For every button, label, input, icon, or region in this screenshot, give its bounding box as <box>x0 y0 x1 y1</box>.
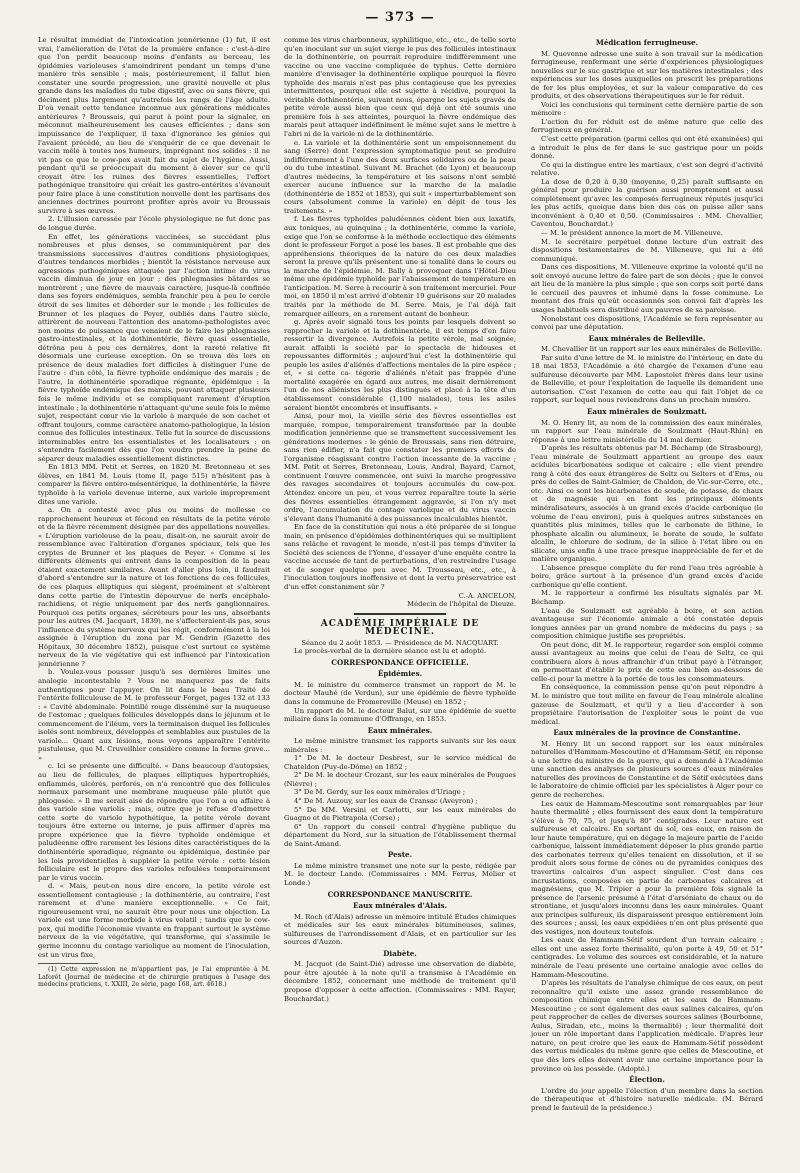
section-heading: Élection. <box>629 1075 665 1085</box>
paragraph: Le même ministre transmet les rapports suivants sur les eaux minérales : <box>284 737 516 754</box>
paragraph: 6° Un rapport du conseil central d'hygiène publique du département du Nord, sur la situation de l'établissement thermal de Saint-Amand. <box>284 822 516 848</box>
paragraph: La dose de 0,20 à 0,30 (moyenne, 0,25) paraît suffisante en général pour produire la guérison aussi promptement et aussi complètement qu'avec les composés ferrugineux réputés jusqu'ici les plus actifs, quoique dans bien des cas on puisse aller sans inconvénient à 0,40 et 0,50. (Commissaires : MM. Chevallier, Caventou, Bouchardat.) <box>531 177 763 229</box>
paragraph: b. Voulez-vous pousser jusqu'à ses dernières limites une analogie incontestable ? Vous ne manquerez pas de faits authentiques pour l'appuyer. On lit dans le beau Traité de l'entérite folliculeuse de M. le professeur Forget, pages 132 et 133 : « Cavité abdominale. Pointillé rouge disséminé sur la muqueuse de l'estomac ; quelques follicules développés dans le jéjunum et le commencement de l'iléum, vers la terminaison duquel les follicules isolés sont nombreux, développés et semblables aux pustules de la variole... Quant aux lésions, nous voyons apparaître l'entérite pustuleuse, que M. Cruveilhier considère comme la forme grave... » <box>38 668 270 762</box>
article-columns <box>38 36 778 1164</box>
paragraph: M. le rapporteur a confirmé les résultats signalés par M. Béchamp. <box>531 589 763 606</box>
paragraph: L'eau de Soulzmatt est agréable à boire, et son action avantageuse sur l'économie animale a été constatée depuis longues années par un grand nombre de médecins du pays ; sa composition chimique justifie ses propriétés. <box>531 606 763 641</box>
section-heading: Eaux minérales de Belleville. <box>588 333 706 343</box>
paragraph: 3° De M. Gerdy, sur les eaux minérales d'Uriage ; <box>294 788 466 797</box>
paragraph: En effet, les générations vaccinées, se succédant plus nombreuses et plus denses, se communiquèrent par des transmissions successives d'autres conditions physiologiques, d'autres tendances morbides ; bientôt la résistance nerveuse aux agressions pathogéniques attaquée par l'action intime du virus vaccin diminua de jour en jour ; des phlegmasies bâtardes se montrèrent ; une fièvre de mauvais caractère, jusque-là confinée dans ses foyers endémiques, sembla franchir peu à peu le cercle étroit de ses limites et déborder sur le monde ; les follicules de Brunner et les plaques de Peyer, oubliés dans l'autre siècle, attirèrent de nouveau l'attention des anatomo-pathologistes avec non moins de puissance que venaient de le faire les phlegmasies gastro-intestinales, et la dothinentérie, fièvre quasi essentielle, détrôna peu à peu ces dernières, dont la rareté relative fit désormais une curieuse exception. On se trouva dès lors en présence de deux maladies fort difficiles à distinguer l'une de l'autre : d'un côté, la fièvre typhoïde endémique des marais ; de l'autre, la dothinentérie sporadique régnante, épidémique : la fièvre typhoïde endémique des marais, pouvant attaquer plusieurs fois le même individu et se compliquant rarement d'éruption intestinale ; la dothinentérie n'attaquant qu'une seule fois le même sujet, respectant cœur vie la variole à marquée de son cachet et offrant toujours, comme caractère anatomo-pathologique, la lésion connue des follicules intestinaux. Telle fut la source de discussions interminables entre les essentialistes et les localisateurs : on s'entendra facilement dès que l'on voudra prendre la peine de séparer deux maladies essentiellement distinctes. <box>38 232 270 463</box>
paragraph: En 1813 MM. Petit et Serres, en 1820 M. Bretonneau et ses élèves, en 1841 M. Louis (tome II, page 515) n'hésitent pas à comparer la fièvre entéro-mésentérique, la dothinentérie, la fièvre typhoïde à la variole devenue interne, aux variole improprement dites une variole. <box>38 463 270 506</box>
paragraph: — M. le président annonce la mort de M. Villeneuve. <box>541 229 723 238</box>
paragraph: M. O. Henry lit, au nom de la commission des eaux minérales, un rapport sur l'eau minérale de Soulzmatt (Haut-Rhin) en réponse à une lettre ministérielle du 14 mai dernier. <box>531 418 763 444</box>
section-heading: Eaux minérales de la province de Constantine. <box>553 728 741 738</box>
paragraph: Ainsi, pour moi, la vieille série des fièvres essentielles est marquée, rompue, temporairement transformée par la double modification jennérienne que se transmettent successivement les générations modernes : le génie de Broussais, sans rien détruire, sans rien édifier, n'a fait que constater les premiers efforts de l'organisme réagissant contre l'action incessante de la vaccine ; MM. Petit et Serres, Bretonneau, Louis, Andral, Bayard, Carnot, continuent l'œuvre commencée, ont suivi la marche progressive des ravages secondaires et toujours accumulés du cow-pox. Attendez encore un peu, et vous verrez reparaître toute la série des fièvres essentielles étrangement aggravée, si l'on n'y met ordre, l'accumulation du contage variolique et du virus vaccin s'élevant dans l'humanité à des puissances incalculables bientôt. <box>284 412 516 523</box>
footnote-rule <box>38 963 98 964</box>
paragraph: L'ordre du jour appelle l'élection d'un membre dans la section de thérapeutique et d'histoire naturelle médicale. (M. Bérard prend le fauteuil de la présidence.) <box>531 1086 763 1112</box>
paragraph: L'absence presque complète du fer rend l'eau très agréable à boire, grâce surtout à la présence d'un grand excès d'acide carbonique qu'elle contient. <box>531 563 763 589</box>
paragraph: e. La variole et la dothinentérie sont un empoisonnement du sang (Serre) dont l'expression symptomatique peut se produire indifféremment à l'une des deux surfaces solidaires ou de la peau ou du tube intestinal. Suivant M. Brachet (de Lyon) et beaucoup d'autres médecins, la température et les saisons n'ont semblé exercer aucune influence sur la marche de la maladie (dothinentérie de 1852 et 1853), qui suit « imperturbablement son cours (absolument comme la variole) en dépit de tous les traitements. » <box>284 138 516 215</box>
paragraph: L'action du fer réduit est de même nature que celle des ferrugineux en général. <box>531 117 763 135</box>
paragraph: D'après les résultats de l'analyse chimique de ces eaux, on peut reconnaître qu'il existe une assez grande ressemblance de composition chimique entre elles et les eaux de Hammam-Mescoutine ; ce sont également des eaux salines calcaires, qu'on peut rapprocher de celles de diverses sources salines (Bourbonne, Aulus, Siradan, etc., moins la thermalité) ; leur thermalité doit jouer un rôle important dans l'application médicale. D'après leur nature, on peut croire que les eaux de Hammam-Sétif possèdent des vertus médicales du même genre que celles de Mescoutine, et que dès lors elles doivent avoir une certaine importance pour la province où les possède. (Adopté.) <box>531 979 763 1073</box>
section-heading: CORRESPONDANCE OFFICIELLE. <box>331 657 469 667</box>
paragraph: M. Quevenne adresse une suite à son travail sur la médication ferrugineuse, renfermant une série d'expériences physiologiques nouvelles sur le suc gastrique et sur les matières intestinales ; des expériences sur les doses auxquelles on prescrit les préparations de fer les plus employées, et sur la valeur comparative de ces produits, et des observations thérapeutiques sur le fer réduit. <box>531 49 763 101</box>
column-1 <box>38 36 270 1164</box>
paragraph: f. Les fièvres typhoïdes paludéennes cèdent bien aux laxatifs, aux toniques, au quinquina ; la dothinentérie, comme la variole, exige que l'on se conforme à la méthode ecclectique des éléments dont le professeur Forget a posé les bases. Il est probable que des appréhensions théoriques de la nature de ces deux maladies seront la preuve qu'ils présentent une si tonalité dans le cours ou la marche de l'épidémie. M. Bally à provoquer dans l'Hôtel-Dieu même une épidémie typhoïde par l'abaissement de température en l'anticipation. M. Serre à recourir à son traitement mercuriel. Pour moi, en 1850 il m'est arrivé d'obtenir 19 guérisons sur 20 malades traités par la méthode de M. Serre. Mais, je l'ai déjà fait remarquer ailleurs, on a rarement autant de bonheur. <box>284 215 516 318</box>
section-heading: CORRESPONDANCE MANUSCRITE. <box>327 889 473 899</box>
academy-title: ACADÉMIE IMPÉRIALE DE MÉDECINE. <box>320 618 480 638</box>
paragraph: 4° De M. Auzouy, sur les eaux de Cransac (Aveyron) ; <box>294 797 478 806</box>
paragraph: Dans ces dispositions, M. Villeneuve exprime la volonté qu'il ne soit envoyé aucune lettre de faire part de son décès ; que le convoi ait lieu de la manière la plus simple ; que son corps soit porté dans le cercueil des pauvres et inhumé dans la fosse commune. Le montant des frais qu'eût occasionnés son convoi fait d'après les usages habituels sera distribué aux pauvres de sa paroisse. <box>531 263 763 314</box>
paragraph: d. « Mais, peut-on nous dire encore, la petite vérole est essentiellement contagieuse ; la dothinentérie, au contraire, l'est rarement et d'une manière exceptionnelle. » Ce fait, rigoureusement vrai, ne saurait être pour nous une objection. La variole est une forme morbide à virus volatil ; tandis que le cow-pox, qui modifie l'économie vivante en frappant surtout le système nerveux de la vie végétative, qui transforme, qui s'assimile le germe inconnu du contage variolique au moment de l'inoculation, est un virus fixe, <box>38 882 270 959</box>
author-signature: C.-A. ANCELON, <box>458 591 516 600</box>
section-heading: Peste. <box>387 850 413 860</box>
paragraph: On peut donc, dit M. le rapporteur, regarder son emploi comme aussi avantageux au moins que celui de l'eau de Seltz, ce qui contribuera alors à nous affranchir d'un tribut payé à l'étranger, en permettant d'établir le prix de cette eau bien au-dessous de celle-ci pour la mettre à la portée de tous les consommateurs. <box>531 640 763 683</box>
paragraph: c. Ici se présente une difficulté. « Dans beaucoup d'autopsies, au lieu de follicules, de plaques elliptiques hypertrophiés, enflammés, ulcérés, perforés, on n'a rencontré que des follicules normaux parsemant une membrane muqueuse pâle plutôt que phlogosée. » Il me serait aisé de répondre que l'on a eu affaire à des variole sine variolis ; mais, outre que je refuse d'admettre cette sorte de variole hypothétique, la petite vérole devant toujours être externe ou interne, je puis affirmer d'après ma propre expérience que la fièvre typhoïde endémique et paludéenne offre rarement les lésions dites caractéristiques de la dothinentérie sporadique, régnante ou épidémique, destinée par les lois providentielles à suppléer la petite vérole : cette lésion folliculaire est le propre des varioles refoulées temporairement par le virus vaccin. <box>38 762 270 882</box>
paragraph: Le résultat immédiat de l'intoxication jennérienne (1) fut, il est vrai, l'amélioration de l'état de la première enfance : c'est-à-dire que l'on perdit beaucoup moins d'enfants au berceau, les épidémies varioleuses s'amoindrirent pendant un temps d'une manière très sensible ; mais, postérieurement, il fallut bien constater une sourde progression, une gravité nouvelle et plus grande dans les maladies du tube digestif, avec ou sans fièvre, qui déciment plus largement qu'autrefois les rangs de l'âge adulte. D'où venait cette tendance inconnue aux générations médicales antérieures ? Broussais, qui parut à point pour la signaler, en méconnut malheureusement les causes efficientes ; dans son impuissance de l'expliquer, il taxa d'ignorance les génies qui l'avaient précédé, au lieu de s'enquérir de ce que devenait le vaccin mêlé à toutes nos humeurs, imprégnant nos solides : il ne vit pas ce que le cow-pox avait fait du sujet de l'hygiène. Aussi, pendant qu'il se préoccupait du moment à élever sur ce qu'il croyait être les ruines des fièvres essentielles, l'effort pathogénique transitoire qui créait les gastro-entérites s'évanouit pour faire place à une constitution nouvelle dont les partisans des anciennes doctrines pourront profiter après avoir vu Broussais survivre à ses œuvres. <box>38 36 270 215</box>
paragraph: Le même ministre transmet une note sur la peste, rédigée par M. le docteur Lando. (Commissaires : MM. Ferrus, Mélier et Londe.) <box>284 861 516 887</box>
paragraph: Un rapport de M. le docteur Balut, sur une épidémie de suette miliaire dans la commune d'Offrange, en 1853. <box>284 706 516 724</box>
paragraph: Par suite d'une lettre de M. le ministre de l'intérieur, en date du 18 mai 1853, l'Académie a été chargée de l'examen d'une eau sulfureuse découverte par MM. Lapostolet frères dans leur usine de Belleville, et pour l'exploitation de laquelle ils demandent une autorisation. C'est l'examen de cette eau qui fait l'objet de ce rapport, sur lequel nous reviendrons dans un prochain numéro. <box>531 353 763 405</box>
paragraph: M. le ministre du commerce transmet un rapport de M. le docteur Mauhé (de Verdun), sur une épidémie de fièvre typhoïde dans la commune de Fromereville (Meuse) en 1852 ; <box>284 680 516 707</box>
paragraph: 5° De MM. Versini et Carlotti, sur les eaux minérales de Guagno et de Pietrapola (Corse) ; <box>284 805 516 823</box>
paragraph: C'est cette préparation (parmi celles qui ont été examinées) qui a introduit le plus de fer dans le suc gastrique pour un poids donné. <box>531 135 763 161</box>
paragraph: Ce qui la distingue entre les martiaux, c'est son degré d'activité relative. <box>531 160 763 178</box>
paragraph: Le procès-verbal de la dernière séance est lu et adopté. <box>294 647 487 656</box>
paragraph: Voici les conclusions qui terminent cette dernière partie de son mémoire : <box>531 100 763 118</box>
section-heading: Diabète. <box>383 948 417 958</box>
footnote: (1) Cette expression ne m'appartient pas, je l'ai empruntée à M. Laforêt (Journal de médecine et de chirurgie pratiques à l'usage des médecins praticiens, t. XXIII, 2e série, page 168, art. 4618.) <box>38 966 270 989</box>
paragraph: Nonobstant ces dispositions, l'Académie se fera représenter au convoi par une députation. <box>531 314 763 332</box>
author-title: Médecin de l'hôpital de Dieuze. <box>407 600 516 609</box>
section-heading: Médication ferrugineuse. <box>595 38 699 47</box>
paragraph: M. Henry lit un second rapport sur les eaux minérales naturelles d'Hammam-Mescoutine et d'Hammam-Sétif, en réponse à une lettre du ministre de la guerre, qui a demandé à l'Académie une sanction des analyses de plusieurs sources d'eaux minérales naturelles des provinces de Constantine et de Sétif exécutées dans le laboratoire de chimie officiel par les spécialistes à Alger pour ce genre de recherches. <box>531 739 763 800</box>
paragraph: M. Jacquot (de Saint-Dié) adresse une observation de diabète, pour être ajoutée à la note qu'il a transmise à l'Académie en décembre 1852, concernant une méthode de traitement qu'il propose d'opposer à cette affection. (Commissaires : MM. Rayer, Bouchardat.) <box>284 960 516 1003</box>
paragraph: 2° De M. le docteur Crozant, sur les eaux minérales de Pougues (Nièvre) ; <box>284 771 516 788</box>
section-heading: Eaux minérales d'Alais. <box>352 901 448 911</box>
section-divider <box>354 613 446 615</box>
section-heading: Eaux minérales de Soulzmatt. <box>586 406 708 416</box>
paragraph: 2. L'illusion caressée par l'école physiologique ne fut donc pas de longue durée. <box>38 215 270 233</box>
paragraph: M. le secrétaire perpétuel donne lecture d'un extrait des dispositions testamentaires de M. Villeneuve, qui lui a été communiqué. <box>531 237 763 263</box>
paragraph: 1° De M. le docteur Desbrest, sur le service médical de Chateldon (Puy-de-Dôme) en 1852 ; <box>284 754 516 771</box>
paragraph: D'après les résultats obtenus par M. Béchamp (de Strasbourg), l'eau minérale de Soulzmatt appartient au groupe des eaux acidules bicarbonatées sodique et calcaire ; elle vient prendre rang à côté des eaux étrangères de Seltz ou Selters et d'Ems, ou près de celles de Saint-Galmier, de Chaldon, de Vic-sur-Cerre, etc., etc. Ainsi ce sont les bicarbonates de soude, de potasse, de chaux et de magnésie qui en font les principaux éléments minéralisateurs, associés à un grand excès d'acide carbonique (le volume de l'eau environ), puis à quelques autres substances en quantités plus minimes, telles que le carbonate de lithine, le phosphate alcalin ou alumineux, le borate de soude, le sulfate alcalin, le chlorure de sodium, de la silice à l'état libre ou en silicate, unis enfin à une trace presque inappréciable de fer et de matière organique. <box>531 444 763 564</box>
paragraph: a. On a contesté avec plus ou moins de mollesse ce rapprochement heureux et fécond en résultats de la petite vérole et de la fièvre récemment désignée par des appellations nouvelles. « L'éruption varioleuse de la peau, disait-on, ne saurait avoir de ressemblance avec l'altération d'organes spéciaux, tels que les cryptes de Brunner et les plaques de Peyer. » Comme si les différents éléments qui entrent dans la composition de la peau étaient exactement similaires. Avant d'aller plus loin, il faudrait d'abord s'entendre sur la nature et les fonctions de ces follicules, de ces plaques elliptiques qui siègent, proéminent et s'altèrent dans cette partie de l'intestin dépourvue de nerfs encéphalo-rachidiens, et régie uniquement par des nerfs ganglionnaires. Pourquoi ces petits organes, sécréteurs pour les uns, absorbants pour les autres (M. Jacquart, 1839), ne s'affecteraient-ils pas, sous l'influence du système nerveux qui les régit, conformément à la loi assignée à l'éruption du zona par M. Gendrin (Gazette des Hôpitaux, 30 décembre 1852), puisque c'est surtout ce système nerveux de la vie végétative qui est influencé par l'intoxication jennérienne ? <box>38 506 270 668</box>
session-line: Séance du 2 août 1853. — Présidence de M. NACQUART. <box>301 638 499 647</box>
paragraph: g. Après avoir signalé tous les points par lesquels doivent se rapprocher la variole et la dothinentérie, il est temps d'en faire ressortir la divergence. Autrefois la petite vérole, mal soignée, aurait affaibli la société par le spectacle de hideuses et repoussantes difformités ; aujourd'hui c'est la dothinentérie qui peuple les asiles d'aliénés d'affections mentales de la pire espèce ; et, « si cette ca- tégorie d'aliénés n'était pas frappée d'une mortalité exagérée en égard aux autres, me disait dernièrement l'un de nos aliénistes les plus distingués et placé à la tête d'un établissement considérable (1,100 malades), tous les asiles seraient bientôt encombrés et insuffisants. » <box>284 318 516 412</box>
paragraph: comme les virus charbonneux, syphilitique, etc., etc., de telle sorte qu'en inoculant sur un sujet vierge le pus des follicules intestinaux de la dothinentérie, on pourrait reproduire indifféremment une vaccine ou une vaccine compliquée de typhus. Cette dernière manière d'envisager la dothinentérie explique pourquoi la fièvre typhoïde des marais n'est pas plus contagieuse que les pyrexies intermittentes, pourquoi elle est sujette à récidive, pourquoi la véritable dothinentérie, suivant nous, épargne les sujets gravés de petite vérole aussi bien que ceux qui déjà ont été soumis une première fois à ses atteintes, pourquoi la fièvre endémique des marais peut attaquer indéfiniment le même sujet sans le mettre à l'abri ni de la variole ni de la dothinentérie. <box>284 36 516 139</box>
paragraph: M. Roch (d'Alais) adresse un mémoire intitulé Études chimiques et médicales sur les eaux minérales bitumineuses, salines, sulfureuses de l'arrondissement d'Alais, et en particulier sur les sources d'Auzon. <box>284 912 516 947</box>
column-3 <box>531 36 763 1164</box>
paragraph: Les eaux de Hammam-Mescoutine sont remarquables par leur haute thermalité ; elles fournissent des eaux dont la température s'élève à 70, 75, et jusqu'à 80° centigrades. Leur nature est sulfureuse et calcaire. En sortant du sol, ces eaux, en raison de leur haute température, qui en dégage la majeure partie de l'acide carbonique, laissent immédiatement déposer la plus grande partie des carbonates terreux qu'elles tenaient en dissolution, et il se produit alors sous forme de cônes ou de pyramides coniques des travertins calcaires d'un aspect singulier. C'est dans ces incrustations, composées en partie de carbonates calcaires et magnésiens, que M. Tripier a pour la première fois signalé la présence de l'arsenic présumé à l'état d'arséniate de chaux ou de strontiane, et jusqu'alors inconnu dans les eaux minérales. Quant aux principes sulfureux, ils disparaissent presque entièrement loin des sources ; aussi, les eaux expédiées n'en ont plus présenté que des vestiges, non douteux toutefois. <box>531 799 763 936</box>
paragraph: Les eaux de Hammam-Sétif sourdent d'un terrain calcaire ; elles ont une assez forte thermalité, qu'on porte à 49, 50 et 51° centigrades. Le volume des sources est considérable, et la nature minérale de l'eau présente une certaine analogie avec celles de Hammam-Mescoutine. <box>531 936 763 979</box>
column-2 <box>284 36 516 1164</box>
page-number: — 373 — <box>365 10 435 25</box>
section-heading: Eaux minérales. <box>367 725 433 735</box>
paragraph: M. Chevallier lit un rapport sur les eaux minérales de Belleville. <box>541 345 763 354</box>
paragraph: En conséquence, la commission pense qu'on peut répondre à M. le ministre que tout milite en faveur de l'eau minérale alcaline gazeuse de Soulzmatt, et qu'il y a lieu d'accorder à son propriétaire l'autorisation de l'exploiter sous le point de vue médical. <box>531 683 763 726</box>
paragraph: En face de la constitution qui nous a été préparée de si longue main, en présence d'épidémies dothinentériques qui se multiplient sans relâche et ravagent le monde, n'est-il pas temps d'inviter la Société des sciences de l'Yonne, d'essayer d'une enquête contre la vaccine accusée de tant de perturbations, d'en restreindre l'usage et de songer quelque peu avec M. Trousseau, etc., etc., à l'inoculation toujours inoffensive et dont la vertu préservatrice est d'un effet constamment sûr ? <box>284 523 516 591</box>
section-heading: Épidémies. <box>377 669 423 679</box>
